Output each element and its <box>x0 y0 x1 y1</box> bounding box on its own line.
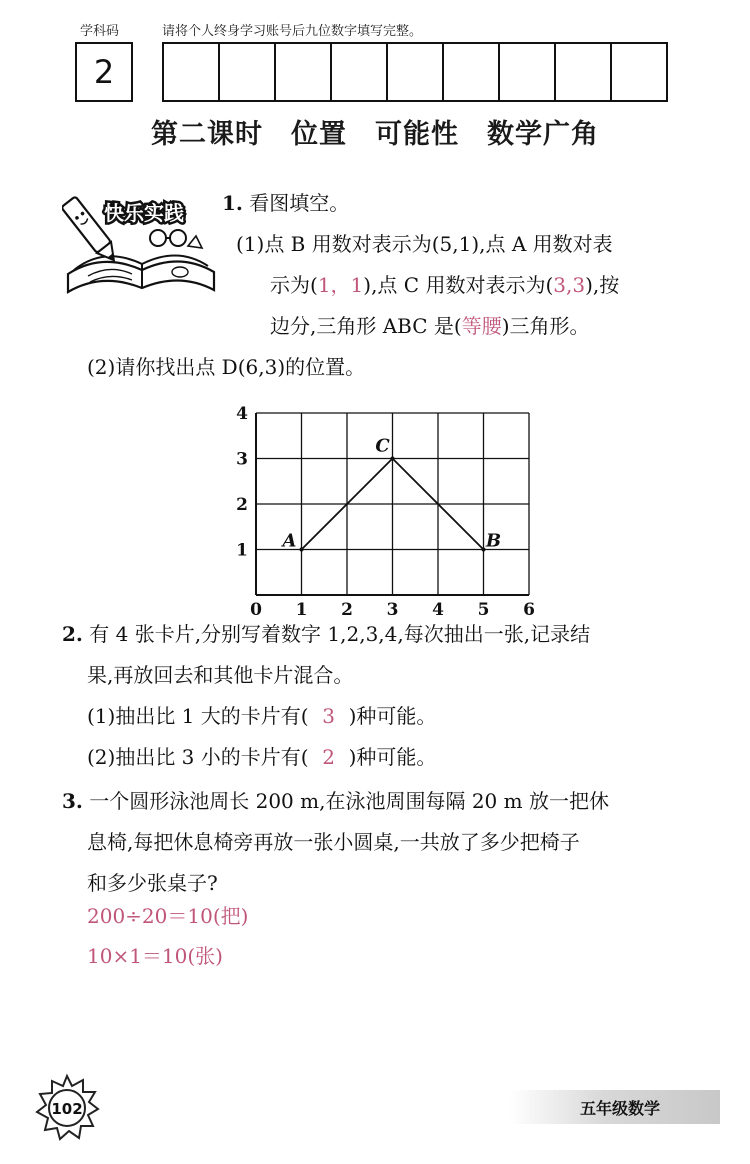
y-tick-label: 4 <box>236 404 248 424</box>
account-code-cells <box>162 42 666 102</box>
subject-number-box: 2 <box>75 42 133 102</box>
q2-sub1-text: )种可能。 <box>348 704 437 728</box>
q1-number: 1. <box>222 191 243 215</box>
point-marker <box>482 548 486 552</box>
account-digit-cell[interactable] <box>162 42 220 102</box>
y-tick-label: 2 <box>236 495 248 515</box>
q2-text: 有 4 张卡片,分别写着数字 1,2,3,4,每次抽出一张,记录结 <box>89 622 591 646</box>
page-number-badge <box>32 1072 102 1142</box>
account-instruction: 请将个人终身学习账号后九位数字填写完整。 <box>162 24 423 39</box>
q2-sub2-text: )种可能。 <box>348 745 437 769</box>
q1-text: ),按 <box>585 273 620 297</box>
q1-text: 示为( <box>270 273 318 297</box>
q2-sub2-text: (2)抽出比 3 小的卡片有( <box>87 745 309 769</box>
q2-sub1-answer: 3 <box>322 704 335 728</box>
q1-part1-line2 <box>270 271 619 299</box>
x-tick-label: 1 <box>295 600 308 620</box>
account-digit-cell[interactable] <box>554 42 612 102</box>
point-c-answer: 3,3 <box>553 273 586 297</box>
q3-line1 <box>62 787 609 815</box>
x-tick-label: 2 <box>341 600 353 620</box>
q2-sub1 <box>87 702 436 730</box>
y-tick-label: 3 <box>236 449 248 470</box>
q1-text: 边分,三角形 ABC 是( <box>270 314 462 338</box>
coordinate-grid-chart <box>228 398 548 620</box>
lesson-title: 第二课时 位置 可能性 数学广角 <box>151 119 599 150</box>
x-tick-label: 4 <box>432 600 444 620</box>
point-marker <box>300 548 304 552</box>
badge-text: 快乐实践 <box>104 201 184 225</box>
q1-text: )三角形。 <box>501 314 590 338</box>
x-tick-label: 6 <box>523 600 535 620</box>
point-a-answer: 1，1 <box>317 273 364 297</box>
open-book-icon <box>62 186 220 298</box>
q3-line2: 息椅,每把休息椅旁再放一张小圆桌,一共放了多少把椅子 <box>87 830 580 854</box>
point-label: C <box>375 435 390 457</box>
subject-code-label: 学科码 <box>80 24 120 39</box>
account-digit-cell[interactable] <box>218 42 276 102</box>
q3-number: 3. <box>62 789 83 813</box>
grade-subject-label <box>510 1090 720 1124</box>
point-label: A <box>282 530 297 552</box>
triangle-type-answer: 等腰 <box>461 314 502 338</box>
account-digit-cell[interactable] <box>610 42 668 102</box>
q3-answer-2: 10×1＝10(张) <box>87 944 223 968</box>
q2-sub2 <box>87 743 436 771</box>
q1-text: ),点 C 用数对表示为( <box>363 273 554 297</box>
coordinate-grid-svg <box>228 398 548 620</box>
happy-practice-badge <box>62 186 220 298</box>
x-tick-label: 3 <box>386 600 399 620</box>
q3-line3: 和多少张桌子? <box>87 871 218 895</box>
point-marker <box>391 457 395 461</box>
q3-answer-1: 200÷20＝10(把) <box>87 904 249 928</box>
q1-header <box>222 189 349 217</box>
q2-sub1-text: (1)抽出比 1 大的卡片有( <box>87 704 309 728</box>
q2-line2: 果,再放回去和其他卡片混合。 <box>87 663 354 687</box>
q2-line1 <box>62 620 590 648</box>
account-digit-cell[interactable] <box>442 42 500 102</box>
account-digit-cell[interactable] <box>498 42 556 102</box>
account-digit-cell[interactable] <box>386 42 444 102</box>
grade-label: 五年级数学 <box>580 1098 661 1118</box>
q2-number: 2. <box>62 622 83 646</box>
q1-part1-line1: (1)点 B 用数对表示为(5,1),点 A 用数对表 <box>236 232 613 256</box>
q2-sub2-answer: 2 <box>322 745 335 769</box>
q1-part1-line3 <box>270 312 590 340</box>
q3-text: 一个圆形泳池周长 200 m,在泳池周围每隔 20 m 放一把休 <box>89 789 609 813</box>
q1-prompt: 看图填空。 <box>249 191 350 215</box>
gear-icon <box>32 1072 102 1142</box>
page-number: 102 <box>51 1100 83 1118</box>
account-digit-cell[interactable] <box>274 42 332 102</box>
point-label: B <box>485 530 502 552</box>
account-digit-cell[interactable] <box>330 42 388 102</box>
x-tick-label: 0 <box>250 600 262 620</box>
q1-part2: (2)请你找出点 D(6,3)的位置。 <box>87 355 366 379</box>
y-tick-label: 1 <box>236 540 248 561</box>
x-tick-label: 5 <box>477 600 490 620</box>
